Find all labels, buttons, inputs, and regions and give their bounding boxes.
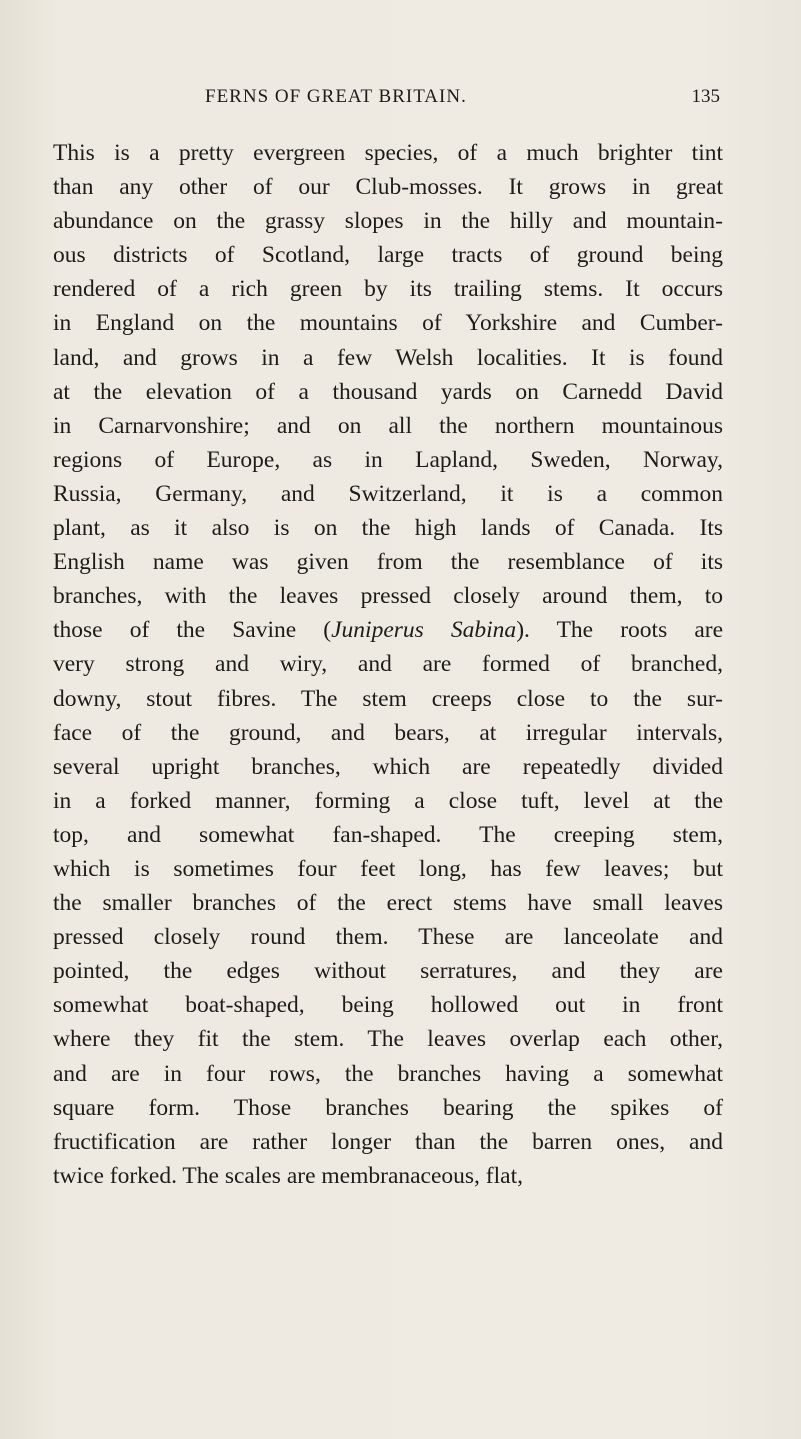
text-line: branches, with the leaves pressed closely around them, to (53, 583, 723, 610)
text-line: than any other of our Club-mosses. It grows in great (53, 174, 723, 201)
text-line: in England on the mountains of Yorkshire and Cumber- (53, 310, 723, 337)
text-line: very strong and wiry, and are formed of branched, (53, 651, 723, 678)
text-line: land, and grows in a few Welsh localities. It is found (53, 344, 723, 371)
text-line: and are in four rows, the branches having a somewhat (53, 1060, 723, 1087)
text-line: at the elevation of a thousand yards on Carnedd David (53, 378, 723, 405)
savine-text-after: ). The roots are (516, 617, 724, 644)
text-line: English name was given from the resemblance of its (53, 549, 723, 576)
text-line: somewhat boat-shaped, being hollowed out in front (53, 992, 723, 1019)
text-line: This is a pretty evergreen species, of a much brighter tint (53, 140, 723, 166)
body-paragraph (53, 136, 723, 1193)
text-line: where they fit the stem. The leaves overlap each other, (53, 1026, 723, 1053)
text-line: pointed, the edges without serratures, and they are (53, 958, 723, 985)
text-line: plant, as it also is on the high lands of Canada. Its (53, 515, 723, 542)
text-line: Russia, Germany, and Switzerland, it is a common (53, 480, 723, 507)
text-line: fructification are rather longer than the barren ones, and (53, 1128, 723, 1155)
page-number: 135 (691, 86, 720, 107)
text-line: which is sometimes four feet long, has few leaves; but (53, 855, 723, 882)
text-line: top, and somewhat fan-shaped. The creeping stem, (53, 821, 723, 848)
text-line: rendered of a rich green by its trailing stems. It occurs (53, 276, 723, 303)
text-line: downy, stout fibres. The stem creeps close to the sur- (53, 685, 723, 712)
text-line: square form. Those branches bearing the spikes of (53, 1094, 723, 1121)
savine-text-before: those of the Savine ( (53, 617, 332, 644)
text-line-savine (53, 613, 723, 647)
text-line: pressed closely round them. These are lanceolate and (53, 924, 723, 951)
text-line: face of the ground, and bears, at irregular intervals, (53, 719, 723, 746)
text-line: twice forked. The scales are membranaceous, flat, (53, 1162, 523, 1189)
text-line: regions of Europe, as in Lapland, Sweden, Norway, (53, 446, 723, 473)
text-line: in a forked manner, forming a close tuft, level at the (53, 787, 723, 814)
running-head (55, 86, 720, 116)
text-line: several upright branches, which are repeatedly divided (53, 753, 723, 780)
text-line: ous districts of Scotland, large tracts of ground being (53, 242, 723, 269)
running-title: FERNS OF GREAT BRITAIN. (205, 86, 467, 107)
text-line: the smaller branches of the erect stems have small leaves (53, 890, 723, 917)
latin-name: Juniperus Sabina (331, 617, 517, 644)
text-line: in Carnarvonshire; and on all the northern mountainous (53, 412, 723, 439)
text-line: abundance on the grassy slopes in the hilly and mountain- (53, 208, 723, 235)
